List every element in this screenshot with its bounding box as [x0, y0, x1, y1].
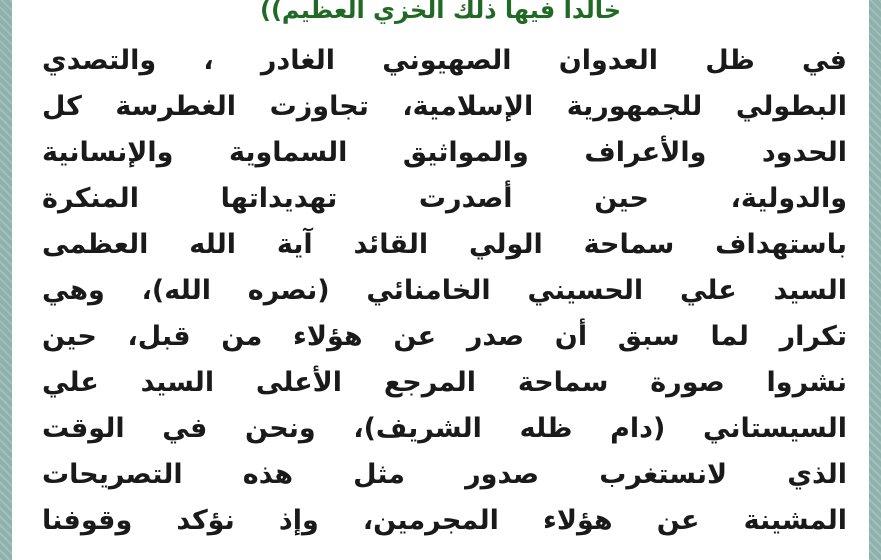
text-line: البطولي للجمهورية الإسلامية، تجاوزت الغطرسة كل [42, 91, 847, 122]
text-line: الذي لانستغرب صدور مثل هذه التصريحات [42, 459, 847, 490]
text-line: الحدود والأعراف والمواثيق السماوية والإنسانية [42, 137, 847, 168]
text-line: في ظل العدوان الصهيوني الغادر ، والتصدي [42, 45, 847, 76]
document-panel [12, 0, 869, 560]
text-line: باستهداف سماحة الولي القائد آية الله العظمى [42, 229, 847, 260]
body-text [42, 38, 847, 544]
text-line: السيستاني (دام ظله الشريف)، ونحن في الوقت [42, 413, 847, 444]
text-line: نشروا صورة سماحة المرجع الأعلى السيد علي [42, 367, 847, 398]
text-line: المشينة عن هؤلاء المجرمين، وإذ نؤكد وقوفنا [42, 505, 847, 536]
text-line: السيد علي الحسيني الخامنائي (نصره الله)، وهي [42, 275, 847, 306]
text-line: والدولية، حين أصدرت تهديداتها المنكرة [42, 183, 847, 214]
title-line: خالدا فيها ذلك الخزي العظيم)) [259, 0, 622, 24]
left-decorative-border [0, 0, 12, 560]
text-line: تكرار لما سبق أن صدر عن هؤلاء من قبل، حين [42, 321, 847, 352]
right-decorative-border [869, 0, 881, 560]
